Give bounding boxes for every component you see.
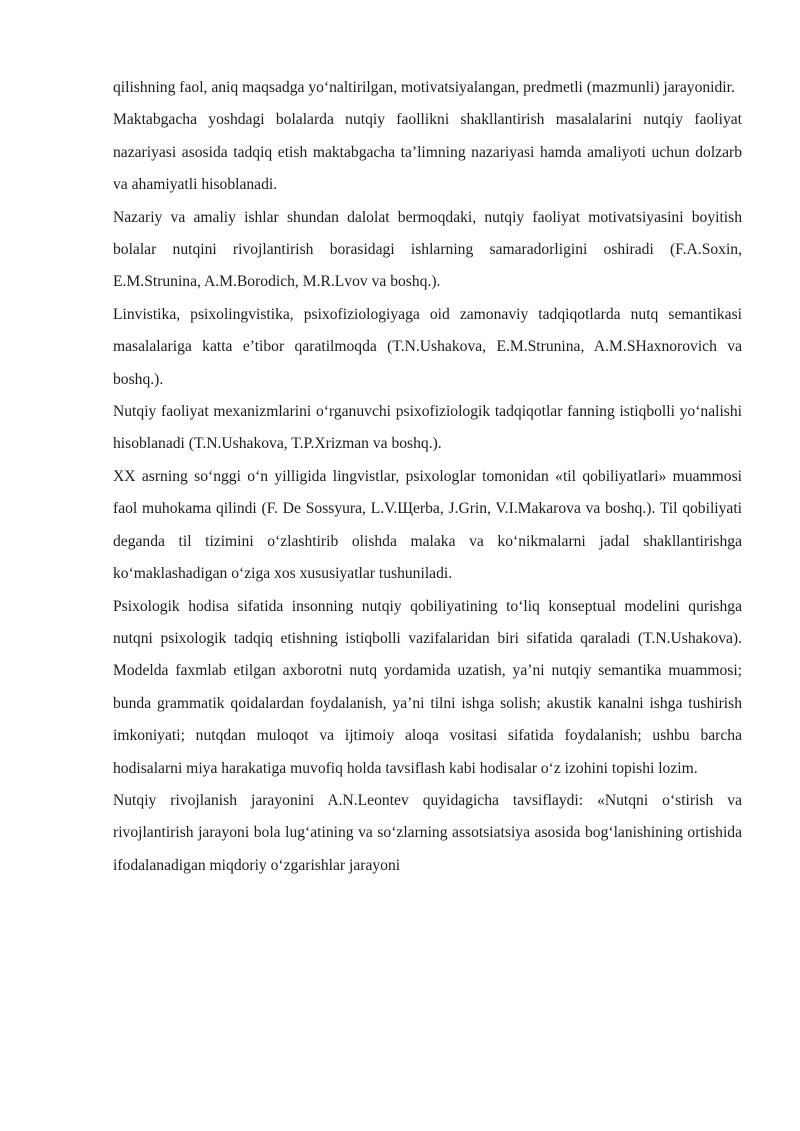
paragraph-6: XX asrning so‘nggi o‘n yilligida lingvistlar, psixologlar tomonidan «til qobiliyatlari» muammosi faol muhokama qilindi (F. De Sossyura, L.V.Щerba, J.Grin, V.I.Makarova va boshq.). Til qobiliyati deganda til tizimini o‘zlashtirib olishda malaka va ko‘nikmalarni jadal shakllantirishga ko‘maklashadigan o‘ziga xos xususiyatlar tushuniladi.	[113, 467, 742, 583]
paragraph-8: Nutqiy rivojlanish jarayonini A.N.Leontev quyidagicha tavsiflaydi: «Nutqni o‘stirish va rivojlantirish jarayoni bola lug‘atining va so‘zlarning assotsiatsiya asosida bog‘lanishining ortishida ifodalanadigan miqdoriy o‘zgarishlar jarayoni	[113, 791, 742, 874]
paragraph-4: Linvistika, psixolingvistika, psixofiziologiyaga oid zamonaviy tadqiqotlarda nutq semantikasi masalalariga katta e’tibor qaratilmoqda (T.N.Ushakova, E.M.Strunina, A.M.SHaxnorovich va boshq.).	[113, 305, 742, 388]
paragraph-5: Nutqiy faoliyat mexanizmlarini o‘rganuvchi psixofiziologik tadqiqotlar fanning istiqbolli yo‘nalishi hisoblanadi (T.N.Ushakova, T.P.Xrizman va boshq.).	[113, 403, 742, 453]
paragraph-7: Psixologik hodisa sifatida insonning nutqiy qobiliyatining to‘liq konseptual modelini qurishga nutqni psixologik tadqiq etishning istiqbolli vazifalaridan biri sifatida qaraladi (T.N.Ushakova). Modelda faxmlab etilgan axborotni nutq yordamida uzatish, ya’ni nutqiy semantika muammosi; bunda grammatik qoidalardan foydalanish, ya’ni tilni ishga solish; akustik kanalni ishga tushirish imkoniyati; nutqdan muloqot va ijtimoiy aloqa vositasi sifatida foydalanish; ushbu barcha hodisalarni miya harakatiga muvofiq holda tavsiflash kabi hodisalar o‘z izohini topishi lozim.	[113, 597, 742, 777]
document-page	[113, 72, 742, 882]
paragraph-2: Maktabgacha yoshdagi bolalarda nutqiy faollikni shakllantirish masalalarini nutqiy faoliyat nazariyasi asosida tadqiq etish maktabgacha ta’limning nazariyasi hamda amaliyoti uchun dolzarb va ahamiyatli hisoblanadi.	[113, 111, 742, 194]
paragraph-1: qilishning faol, aniq maqsadga yo‘naltirilgan, motivatsiyalangan, predmetli (mazmunli) jarayonidir.	[113, 79, 735, 96]
paragraph-3: Nazariy va amaliy ishlar shundan dalolat bermoqdaki, nutqiy faoliyat motivatsiyasini boyitish bolalar nutqini rivojlantirish borasidagi ishlarning samaradorligini oshiradi (F.A.Soxin, E.M.Strunina, A.M.Borodich, M.R.Lvov va boshq.).	[113, 208, 742, 291]
